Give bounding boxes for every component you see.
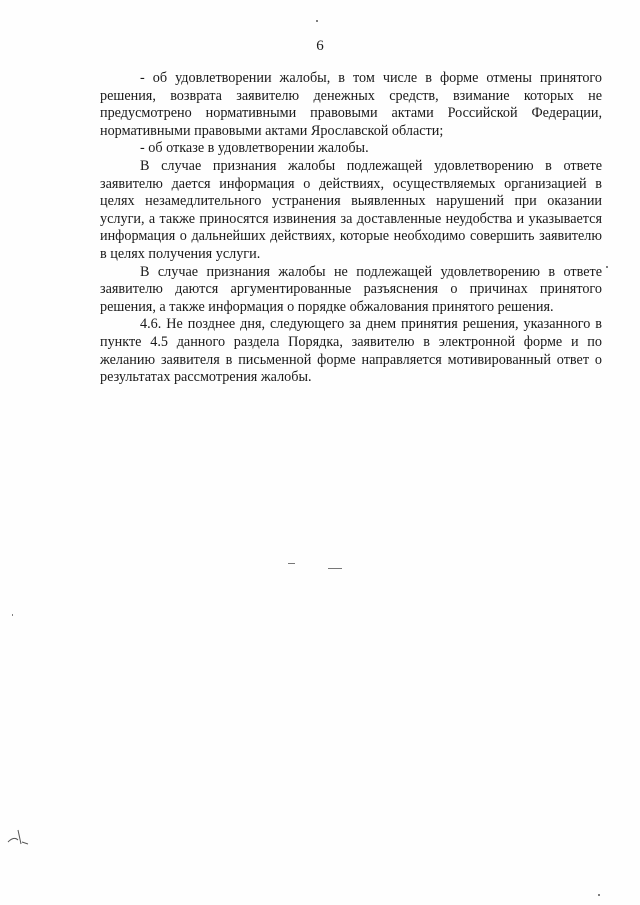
paragraph-complaint-satisfied: В случае признания жалобы подлежащей удовлетворению в ответе заявителю дается информация о действиях, осуществляемых организацией в целях незамедлительного устранения выявленных нарушений при оказании услуги, а также приносятся извинения за доставленные неудобства и указывается информация о дальнейших действиях, которые необходимо совершить заявителю в целях получения услуги. — [100, 157, 602, 262]
document-body — [100, 70, 602, 387]
paragraph-satisfaction-option: - об удовлетворении жалобы, в том числе в форме отмены принятого решения, возврата заявителю денежных средств, взимание которых не предусмотрено нормативными правовыми актами Российской Федерации, нормативными правовыми актами Ярославской области; — [100, 70, 602, 139]
paragraph-section-4-6: 4.6. Не позднее дня, следующего за днем принятия решения, указанного в пункте 4.5 данного раздела Порядка, заявителю в электронной форме и по желанию заявителя в письменной форме направляется мотивированный ответ о результатах рассмотрения жалобы. — [100, 316, 602, 386]
page-number: 6 — [316, 38, 324, 54]
scan-speck — [598, 894, 600, 896]
scan-scribble — [4, 820, 34, 850]
scan-mark — [288, 563, 295, 564]
scan-speck — [12, 614, 13, 616]
scan-speck — [606, 266, 608, 268]
scan-mark — [328, 568, 342, 569]
paragraph-refusal-option: - об отказе в удовлетворении жалобы. — [140, 140, 369, 157]
scan-speck — [316, 20, 318, 22]
paragraph-complaint-rejected: В случае признания жалобы не подлежащей удовлетворению в ответе заявителю даются аргументированные разъяснения о причинах принятого решения, а также информация о порядке обжалования принятого решения. — [100, 263, 602, 315]
